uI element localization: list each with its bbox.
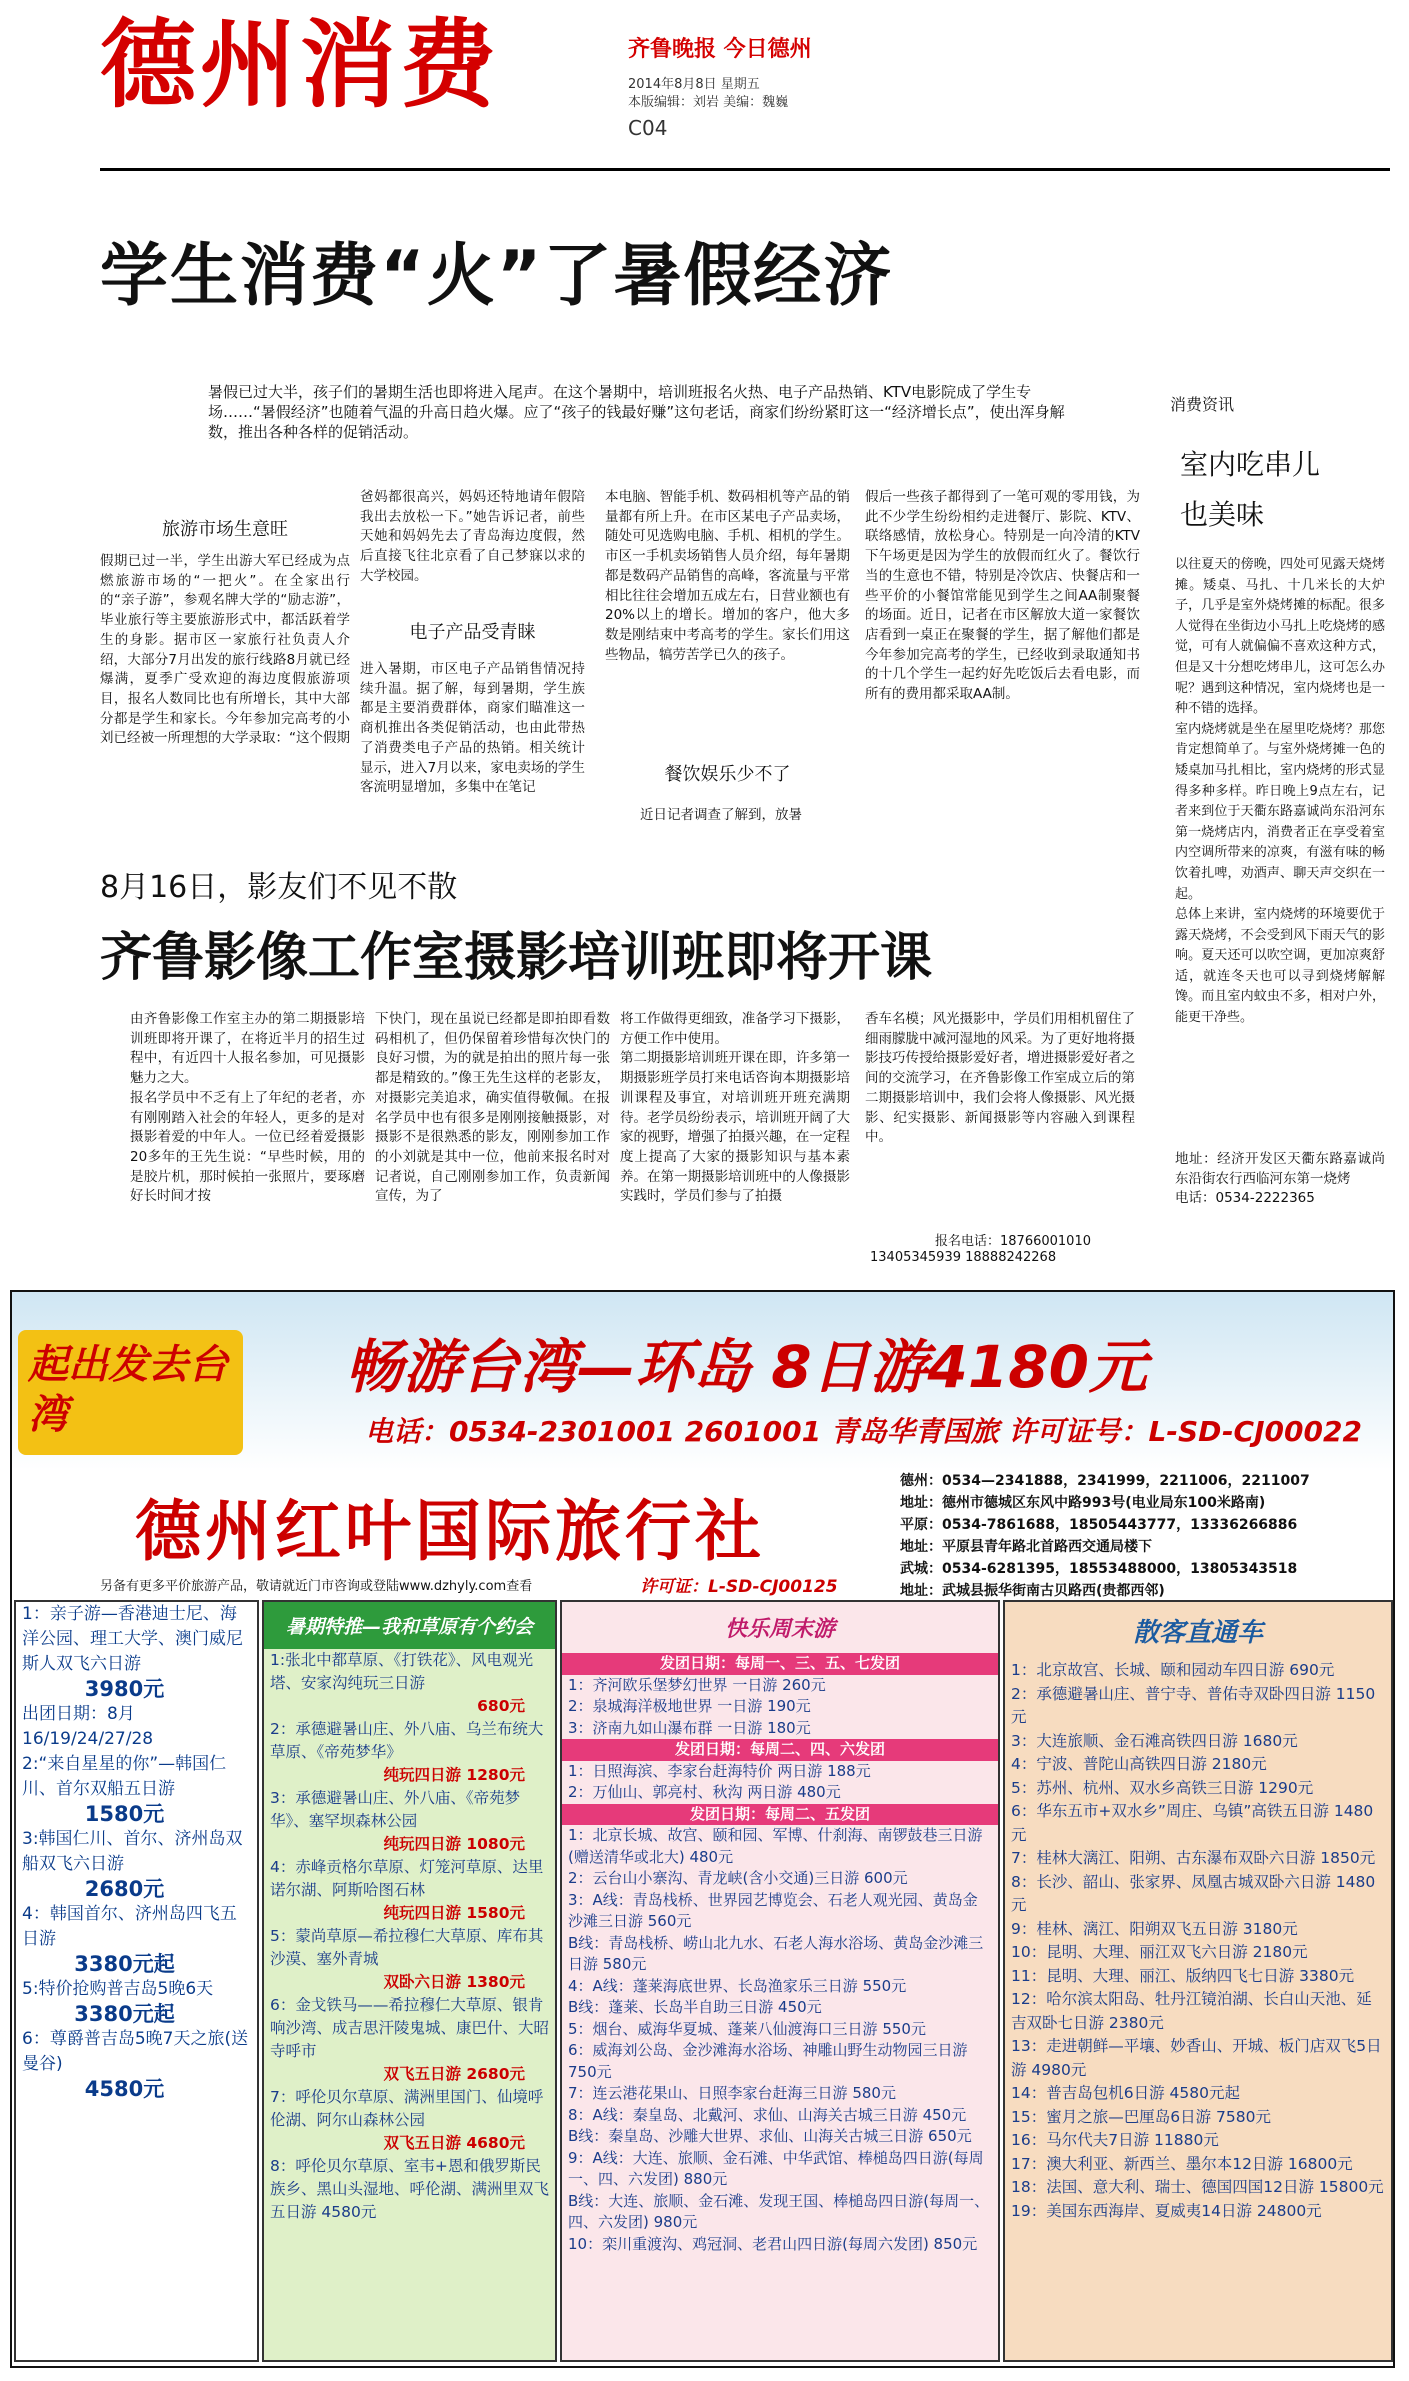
sidebar-tag: 消费资讯 — [1170, 395, 1235, 414]
article2-col2: 下快门，现在虽说已经都是即拍即看数码相机了，但仍保留着珍惜每次快门的良好习惯，为的就是拍出的照片每一张都是精致的。”像王先生这样的老影友，对摄影完美追求，确实值得敬佩。在报名学员中也有很多是刚刚接触摄影，对摄影不是很熟悉的影友，刚刚参加工作的小刘就是其中一位，他前来报名时对记者说，自己刚刚参加工作，负责新闻宣传，为了 — [375, 1011, 610, 1205]
subhead-tourism: 旅游市场生意旺 — [162, 519, 288, 540]
tour-item: 发团日期：每周二、四、六发团 — [562, 1739, 998, 1761]
tour-item: 7：呼伦贝尔草原、满洲里国门、仙境呼伦湖、阿尔山森林公园 — [270, 2088, 544, 2129]
article2-phone: 报名电话：18766001010 — [935, 1234, 1091, 1249]
tour-item: 16：马尔代夫7日游 11880元 — [1011, 2131, 1219, 2149]
article2-col4: 香车名模；风光摄影中，学员们用相机留住了细雨朦胧中减河湿地的风采。为了更好地将摄影技巧传授给摄影爱好者，增进摄影爱好者之间的交流学习，在齐鲁影像工作室成立后的第二期摄影培训中，我们会将人像摄影、风光摄影、纪实摄影、新闻摄影等内容融入到课程中。 — [865, 1011, 1135, 1146]
agency-contacts: 德州：0534—2341888，2341999，2211006，2211007 地址：德州市德城区东风中路993号(电业局东100米路南) 平原：0534-7861688，18505443777，13336266886 地址：平原县青年路北首路西交通局楼下 武城：0534-6281395，18553488000，13805343518 地址：武城县振华街南古贝路西(贵都西邻) — [900, 1473, 1310, 1599]
tour-item: 6：华东五市+双水乡”周庄、乌镇”高铁五日游 1480元 — [1011, 1802, 1374, 1844]
article1-lead: 暑假已过大半，孩子们的暑期生活也即将进入尾声。在这个暑期中，培训班报名火热、电子产品热销、KTV电影院成了学生专场……“暑假经济”也随着气温的升高日趋火爆。应了“孩子的钱最好赚”这句老话，商家们纷纷紧盯这一“经济增长点”，使出浑身解数，推出各种各样的促销活动。 — [208, 383, 1065, 441]
tour-item: 8：A线：秦皇岛、北戴河、求仙、山海关古城三日游 450元 — [568, 2105, 967, 2124]
tour-item: 680元 — [477, 1697, 525, 1715]
tour-item: 10：栾川重渡沟、鸡冠洞、老君山四日游(每周六发团) 850元 — [568, 2234, 978, 2253]
tour-item: 19：美国东西海岸、夏威夷14日游 24800元 — [1011, 2201, 1322, 2220]
panel-title: 快乐周末游 — [724, 1617, 835, 1642]
ad-note: 另备有更多平价旅游产品，敬请就近门市咨询或登陆www.dzhyly.com查看 — [100, 1579, 533, 1594]
tour-item: 5：苏州、杭州、双水乡高铁三日游 1290元 — [1011, 1778, 1314, 1797]
tour-item: B线：大连、旅顺、金石滩、发现王国、棒槌岛四日游(每周一、四、六发团) 980元 — [568, 2191, 990, 2231]
tour-item: 3：A线：青岛栈桥、世界园艺博览会、石老人观光园、黄岛金沙滩三日游 560元 — [568, 1890, 978, 1930]
tour-item: 3380元起 — [74, 1952, 175, 1976]
tour-item: 2：承德避暑山庄、普宁寺、普佑寺双卧四日游 1150元 — [1011, 1684, 1376, 1726]
tour-item: 9：桂林、漓江、阳朔双飞五日游 3180元 — [1011, 1919, 1298, 1938]
tour-item: 4：韩国首尔、济州岛四飞五日游 — [22, 1904, 237, 1949]
tour-item: B线：秦皇岛、沙雕大世界、求仙、山海关古城三日游 650元 — [568, 2127, 972, 2145]
header-rule — [100, 168, 1390, 171]
article1-col3b: 近日记者调查了解到，放暑 — [640, 807, 802, 823]
ad-telephone: 电话：0534-2301001 2601001 青岛华青国旅 许可证号：L-SD-CJ00022 — [365, 1415, 1362, 1448]
tour-item: 2：承德避暑山庄、外八庙、乌兰布统大草原、《帝苑梦华》 — [270, 1720, 544, 1761]
page-number: C04 — [628, 116, 668, 140]
tour-item: B线：青岛栈桥、崂山北九水、石老人海水浴场、黄岛金沙滩三日游 580元 — [568, 1933, 984, 1973]
tour-item: B线：蓬莱、长岛半自助三日游 450元 — [568, 1998, 822, 2016]
tour-item: 9：A线：大连、旅顺、金石滩、中华武馆、棒槌岛四日游(每周一、四、六发团) 880元 — [568, 2148, 984, 2188]
subhead-electronics: 电子产品受青睐 — [409, 622, 536, 643]
article1-col2a: 爸妈都很高兴，妈妈还特地请年假陪我出去放松一下。”她告诉记者，前些天她和妈妈先去了青岛海边度假，然后直接飞往北京看了自己梦寐以求的大学校园。 — [360, 489, 585, 584]
panel-direct-tours — [1003, 1600, 1393, 2362]
tour-item: 4：宁波、普陀山高铁四日游 2180元 — [1011, 1755, 1267, 1773]
tour-item: 8：长沙、韶山、张家界、凤凰古城双卧六日游 1480元 — [1011, 1872, 1376, 1914]
article1-col4: 假后一些孩子都得到了一笔可观的零用钱，为此不少学生纷纷相约走进餐厅、影院、KTV、联络感情，放松身心。特别是一向冷清的KTV下午场更是因为学生的放假而红火了。餐饮行当的生意也不错，特别是冷饮店、快餐店和一些平价的小餐馆常能见到学生之间AA制聚餐的场面。近日，记者在市区解放大道一家餐饮店看到一桌正在聚餐的学生，据了解他们都是今年参加完高考的学生，已经收到录取通知书的十几个学生一起约好先吃饭后去看电影，而所有的费用都采取AA制。 — [865, 489, 1140, 703]
article1-headline: 学生消费“火”了暑假经济 — [100, 237, 894, 316]
tour-item: 1:张北中都草原、《打铁花》、风电观光塔、安家沟纯玩三日游 — [270, 1651, 534, 1692]
tour-item: 1580元 — [84, 1802, 165, 1826]
sidebar-title: 室内吃串儿 也美味 — [1180, 448, 1321, 531]
panel-grassland-tours — [262, 1600, 557, 2362]
tour-item: 11：昆明、大理、丽江、版纳四飞七日游 3380元 — [1011, 1966, 1355, 1985]
panel-title: 散客直通车 — [1132, 1618, 1263, 1648]
tour-item: 7：连云港花果山、日照李家台赶海三日游 580元 — [568, 2084, 896, 2102]
tour-item: 6：威海刘公岛、金沙滩海水浴场、神雕山野生动物园三日游 750元 — [568, 2041, 968, 2081]
tour-item: 12：哈尔滨太阳岛、牡丹江镜泊湖、长白山天池、延吉双卧七日游 2380元 — [1011, 1990, 1372, 2032]
agency-name: 德州红叶国际旅行社 — [135, 1493, 765, 1570]
tour-item: 3:韩国仁川、首尔、济州岛双船双飞六日游 — [22, 1829, 243, 1874]
paper-name: 齐鲁晚报 今日德州 — [628, 37, 812, 62]
tour-item: 纯玩四日游 1580元 — [383, 1904, 525, 1922]
tour-item: 8：呼伦贝尔草原、室韦+恩和俄罗斯民族乡、黑山头湿地、呼伦湖、满洲里双飞五日游 4580元 — [270, 2157, 550, 2221]
tour-item: 1：亲子游—香港迪士尼、海洋公园、理工大学、澳门威尼斯人双飞六日游 — [22, 1604, 243, 1674]
tour-item: 双飞五日游 2680元 — [383, 2065, 525, 2083]
article2-col1: 由齐鲁影像工作室主办的第二期摄影培训班即将开课了，在将近半月的招生过程中，有近四十人报名参加，可见摄影魅力之大。 报名学员中不乏有上了年纪的老者，亦有刚刚踏入社会的年轻人，更多的是对摄影着爱的中年人。一位已经着爱摄影20多年的王先生说：“早些时候，用的是胶片机，那时候拍一张照片，要琢磨好长时间才按 — [130, 1011, 365, 1205]
tour-item: 2：云台山小寨沟、青龙峡(含小交通)三日游 600元 — [568, 1869, 908, 1887]
article2-phone2: 13405345939 18888242268 — [870, 1250, 1057, 1265]
ad-title: 畅游台湾—环岛 8日游4180元 — [345, 1333, 1147, 1401]
tour-item: 4：A线：蓬莱海底世界、长岛渔家乐三日游 550元 — [568, 1976, 907, 1995]
article2-headline: 齐鲁影像工作室摄影培训班即将开课 — [100, 928, 933, 988]
tour-item: 3380元起 — [74, 2002, 175, 2026]
tour-item: 3：济南九如山瀑布群 一日游 180元 — [568, 1718, 811, 1737]
tour-item: 纯玩四日游 1080元 — [383, 1835, 525, 1853]
article1-col3a: 本电脑、智能手机、数码相机等产品的销量都有所上升。在市区某电子产品卖场，随处可见选购电脑、手机、相机的学生。市区一手机卖场销售人员介绍，每年暑期都是数码产品销售的高峰，客流量与平常相比往往会增加五成左右，日营业额也有20%以上的增长。增加的客户，他大多数是刚结束中考高考的学生。家长们用这些物品，犒劳苦学已久的孩子。 — [605, 489, 850, 663]
tour-item: 6：金戈铁马——希拉穆仁大草原、银肯响沙湾、成吉思汗陵鬼城、康巴什、大昭寺呼市 — [270, 1996, 550, 2060]
masthead-logo: 德州消费 — [100, 8, 500, 121]
tour-item: 4580元 — [84, 2077, 165, 2101]
tour-item: 双卧六日游 1380元 — [383, 1973, 525, 1991]
tour-item: 出团日期：8月16/19/24/27/28 — [22, 1704, 154, 1749]
agency-license: 许可证：L-SD-CJ00125 — [640, 1577, 838, 1597]
tour-item: 1：北京故宫、长城、颐和园动车四日游 690元 — [1011, 1661, 1335, 1679]
tour-item: 6：尊爵普吉岛5晚7天之旅(送曼谷) — [22, 2029, 249, 2074]
tour-item: 18：法国、意大利、瑞士、德国四国12日游 15800元 — [1011, 2178, 1384, 2196]
tour-item: 7：桂林大漓江、阳朔、古东瀑布双卧六日游 1850元 — [1011, 1849, 1376, 1867]
tour-item: 双飞五日游 4680元 — [383, 2134, 525, 2152]
tour-item: 发团日期：每周二、五发团 — [562, 1804, 998, 1826]
article1-col1: 假期已过一半，学生出游大军已经成为点燃旅游市场的“一把火”。在全家出行的“亲子游”，参观名牌大学的“励志游”，毕业旅行等主要旅游形式中，都活跃着学生的身影。据市区一家旅行社负责人介绍，大部分7月出发的旅行线路8月就已经爆满，夏季广受欢迎的海边度假旅游项目，报名人数同比也有所增长，其中大部分都是学生和家长。今年参加完高考的小刘已经被一所理想的大学录取：“这个假期 — [100, 553, 350, 747]
tour-item: 10：昆明、大理、丽江双飞六日游 2180元 — [1011, 1943, 1308, 1961]
tour-item: 1：日照海滨、李家台赶海特价 两日游 188元 — [568, 1761, 871, 1780]
tour-item: 15：蜜月之旅—巴厘岛6日游 7580元 — [1011, 2107, 1271, 2126]
sidebar-address: 地址：经济开发区天衢东路嘉诚尚东沿街农行西临河东第一烧烤 电话：0534-2222365 — [1175, 1151, 1385, 1207]
tour-item: 3：承德避暑山庄、外八庙、《帝苑梦华》、塞罕坝森林公园 — [270, 1789, 521, 1830]
tour-item: 13：走进朝鲜—平壤、妙香山、开城、板门店双飞5日游 4980元 — [1011, 2037, 1382, 2079]
tour-item: 发团日期：每周一、三、五、七发团 — [562, 1653, 998, 1675]
tour-item: 4：赤峰贡格尔草原、灯笼河草原、达里诺尔湖、阿斯哈图石林 — [270, 1858, 544, 1899]
tour-item: 2680元 — [84, 1877, 165, 1901]
sidebar-body: 以往夏天的傍晚，四处可见露天烧烤摊。矮桌、马扎、十几米长的大炉子，几乎是室外烧烤摊的标配。很多人觉得在坐街边小马扎上吃烧烤的感觉，可有人就偏偏不喜欢这种方式，但是又十分想吃烤串儿，这可怎么办呢？遇到这种情况，室内烧烤也是一种不错的选择。 室内烧烤就是坐在屋里吃烧烤？那您肯定想简单了。与室外烧烤摊一色的矮桌加马扎相比，室内烧烤的形式显得多种多样。昨日晚上9点左右，记者来到位于天衢东路嘉诚尚东沿河东第一烧烤店内，消费者正在享受着室内空调所带来的凉爽，有滋有味的畅饮着扎啤，劝酒声、聊天声交织在一起。 总体上来讲，室内烧烤的环境要优于露天烧烤，不会受到风下雨天气的影响。夏天还可以吹空调，更加凉爽舒适，就连冬天也可以寻到烧烤解解馋。而且室内蚊虫不多，相对户外，能更干净些。 — [1175, 557, 1385, 1026]
article2-col3: 将工作做得更细致，准备学习下摄影，方便工作中使用。 第二期摄影培训班开课在即，许多第一期摄影班学员打来电话咨询本期摄影培训课程及事宜，对培训班开班充满期待。老学员纷纷表示，培训班开阔了大家的视野，增强了拍摄兴趣，在一定程度上提高了大家的摄影知识与基本素养。在第一期摄影培训班中的人像摄影实践时，学员们参与了拍摄 — [620, 1011, 850, 1205]
subhead-dining: 餐饮娱乐少不了 — [664, 764, 791, 785]
tour-item: 17：澳大利亚、新西兰、墨尔本12日游 16800元 — [1011, 2154, 1353, 2173]
tour-item: 3980元 — [84, 1677, 165, 1701]
taiwan-badge: 起出发去台湾 — [18, 1330, 243, 1455]
article1-col2b: 进入暑期，市区电子产品销售情况持续升温。据了解，每到暑期，学生族都是主要消费群体，商家们瞄准这一商机推出各类促销活动，也由此带热了消费类电子产品的热销。相关统计显示，进入7月以来，家电卖场的学生客流明显增加，多集中在笔记 — [360, 661, 585, 796]
tour-item: 2：万仙山、郭亮村、秋沟 两日游 480元 — [568, 1783, 841, 1801]
tour-item: 1：北京长城、故宫、颐和园、军博、什刹海、南锣鼓巷三日游(赠送清华或北大) 480元 — [568, 1826, 983, 1866]
tour-item: 5：蒙尚草原—希拉穆仁大草原、库布其沙漠、塞外青城 — [270, 1927, 544, 1968]
panel-title: 暑期特推—我和草原有个约会 — [264, 1602, 555, 1649]
tour-item: 1：齐河欧乐堡梦幻世界 一日游 260元 — [568, 1675, 826, 1694]
tour-item: 2：泉城海洋极地世界 一日游 190元 — [568, 1697, 811, 1715]
tour-item: 3：大连旅顺、金石滩高铁四日游 1680元 — [1011, 1731, 1298, 1750]
panel-weekend-tours — [560, 1600, 1000, 2362]
tour-item: 纯玩四日游 1280元 — [383, 1766, 525, 1784]
tour-item: 14：普吉岛包机6日游 4580元起 — [1011, 2084, 1240, 2102]
tour-item: 2:“来自星星的你”—韩国仁川、首尔双船五日游 — [22, 1754, 227, 1799]
tour-item: 5:特价抢购普吉岛5晚6天 — [22, 1979, 214, 1999]
tour-item: 5：烟台、威海华夏城、蓬莱八仙渡海口三日游 550元 — [568, 2019, 926, 2038]
article2-date: 8月16日，影友们不见不散 — [100, 870, 458, 905]
panel-outbound-tours — [14, 1600, 259, 2362]
issue-date: 2014年8月8日 星期五 本版编辑：刘岩 美编：魏巍 — [628, 77, 789, 110]
